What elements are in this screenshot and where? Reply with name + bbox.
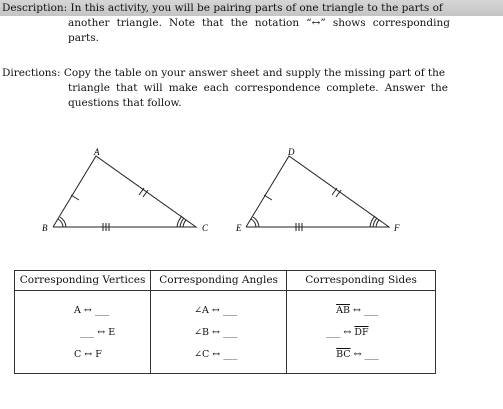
side-entry-1: $\overline{AB}$ ↔ ___	[336, 305, 379, 316]
header-vertices: Corresponding Vertices	[15, 271, 151, 291]
angles-cell	[151, 291, 287, 374]
vertex-b-label: B	[42, 223, 48, 233]
vertices-cell	[15, 291, 151, 374]
header-angles: Corresponding Angles	[151, 271, 287, 291]
directions-line-2: triangle that will make each correspondence complete. Answer the	[68, 82, 448, 94]
table-header-row	[15, 271, 436, 291]
correspondence-table	[14, 270, 436, 374]
sides-cell	[287, 291, 436, 374]
triangles-figure	[0, 140, 503, 240]
side-entry-3: $\overline{BC}$ ↔ ___	[336, 349, 379, 360]
triangle-def	[246, 156, 389, 231]
vertex-d-label: D	[288, 147, 295, 157]
vertex-e-label: E	[236, 223, 242, 233]
header-sides: Corresponding Sides	[287, 271, 436, 291]
segment-bc: $\overline{BC}$	[336, 349, 351, 360]
directions-line-1: Directions: Copy the table on your answer sheet and supply the missing part of the	[2, 67, 446, 79]
vertex-f-label: F	[394, 223, 400, 233]
description-line-2: another triangle. Note that the notation “↔” shows corresponding	[68, 17, 450, 29]
vertex-a-label: A	[94, 147, 100, 157]
description-line-1: Description: In this activity, you will be pairing parts of one triangle to the parts of	[2, 2, 443, 14]
angle-entry-1: ∠A ↔ ___	[194, 305, 238, 316]
description-line-3: parts.	[68, 32, 99, 44]
vertex-c-label: C	[202, 223, 209, 233]
triangle-abc	[53, 156, 196, 231]
directions-line-3: questions that follow.	[68, 97, 182, 109]
vertex-entry-2: ___ ↔ E	[80, 327, 116, 338]
angle-entry-2: ∠B ↔ ___	[194, 327, 238, 338]
vertex-entry-3: C ↔ F	[74, 349, 102, 360]
vertex-entry-1: A ↔ ___	[74, 305, 110, 316]
table-row	[15, 291, 436, 374]
side-entry-2: ___ ↔ $\overline{DF}$	[326, 327, 369, 338]
angle-entry-3: ∠C ↔ ___	[194, 349, 238, 360]
segment-df: $\overline{DF}$	[354, 327, 369, 338]
segment-ab: $\overline{AB}$	[336, 305, 350, 316]
